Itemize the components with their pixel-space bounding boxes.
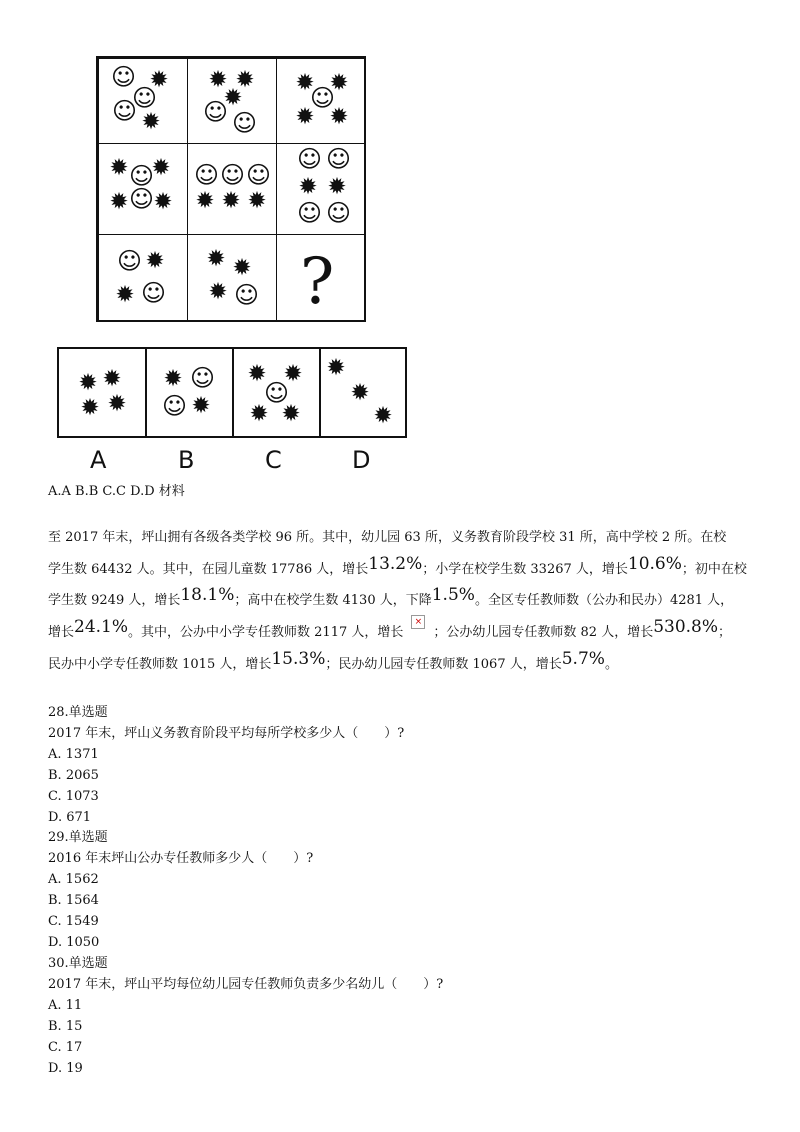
- grid-cell-7: [98, 234, 188, 322]
- smile-icon: ☺: [162, 392, 188, 420]
- answer-line: A.A B.B C.C D.D 材料: [48, 484, 185, 499]
- question-29-option-b[interactable]: B. 1564: [48, 893, 99, 908]
- smile-icon: ☺: [297, 145, 323, 173]
- smile-icon: ☺: [203, 98, 229, 126]
- sun-icon: ✹: [249, 401, 269, 427]
- sun-icon: ✹: [295, 70, 315, 96]
- material-line-2: 学生数 64432 人。其中，在园儿童数 17786 人，增长13.2%；小学在校学生数 33267 人，增长10.6%；初中在校: [48, 554, 747, 577]
- sun-icon: ✹: [247, 361, 267, 387]
- sun-icon: ✹: [221, 188, 241, 214]
- sun-icon: ✹: [163, 366, 183, 392]
- sun-icon: ✹: [329, 70, 349, 96]
- question-30-number: 30.单选题: [48, 956, 108, 971]
- sun-icon: ✹: [208, 67, 228, 93]
- option-label-c: C: [265, 446, 282, 474]
- sun-icon: ✹: [327, 174, 347, 200]
- smile-icon: ☺: [190, 364, 216, 392]
- question-30-option-a[interactable]: A. 11: [48, 998, 83, 1013]
- question-28-option-d[interactable]: D. 671: [48, 810, 92, 825]
- sun-icon: ✹: [195, 188, 215, 214]
- question-29-option-a[interactable]: A. 1562: [48, 872, 99, 887]
- sun-icon: ✹: [145, 248, 165, 274]
- smile-icon: ☺: [117, 247, 143, 275]
- question-28-number: 28.单选题: [48, 705, 108, 720]
- sun-icon: ✹: [206, 246, 226, 272]
- sun-icon: ✹: [191, 393, 211, 419]
- question-28-option-b[interactable]: B. 2065: [48, 768, 99, 783]
- smile-icon: ☺: [232, 109, 258, 137]
- smile-icon: ☺: [220, 161, 246, 189]
- sun-icon: ✹: [329, 104, 349, 130]
- material-line-3: 学生数 9249 人，增长18.1%；高中在校学生数 4130 人，下降1.5%。全区专任教师数（公办和民办）4281 人，: [48, 585, 734, 608]
- sun-icon: ✹: [235, 67, 255, 93]
- sun-icon: ✹: [281, 401, 301, 427]
- material-line-1: 至 2017 年末，坪山拥有各级各类学校 96 所。其中，幼儿园 63 所，义务教育阶段学校 31 所，高中学校 2 所。在校: [48, 530, 727, 545]
- sun-icon: ✹: [115, 282, 135, 308]
- smile-icon: ☺: [246, 161, 272, 189]
- question-29-option-d[interactable]: D. 1050: [48, 935, 100, 950]
- question-29-stem: 2016 年末坪山公办专任教师多少人（ ）?: [48, 851, 314, 866]
- option-label-a: A: [90, 446, 107, 474]
- sun-icon: ✹: [326, 355, 346, 381]
- sun-icon: ✹: [373, 403, 393, 429]
- smile-icon: ☺: [129, 162, 155, 190]
- sun-icon: ✹: [283, 361, 303, 387]
- question-28-option-a[interactable]: A. 1371: [48, 747, 99, 762]
- sun-icon: ✹: [350, 380, 370, 406]
- sun-icon: ✹: [232, 255, 252, 281]
- sun-icon: ✹: [247, 188, 267, 214]
- sun-icon: ✹: [295, 104, 315, 130]
- question-30-stem: 2017 年末，坪山平均每位幼儿园专任教师负责多少名幼儿（ ）?: [48, 977, 444, 992]
- smile-icon: ☺: [297, 199, 323, 227]
- option-label-b: B: [178, 446, 195, 474]
- sun-icon: ✹: [80, 395, 100, 421]
- broken-image-icon: ×: [411, 615, 425, 629]
- question-29-number: 29.单选题: [48, 830, 108, 845]
- smile-icon: ☺: [194, 161, 220, 189]
- smile-icon: ☺: [129, 185, 155, 213]
- question-mark: ?: [300, 245, 335, 319]
- smile-icon: ☺: [112, 97, 138, 125]
- sun-icon: ✹: [102, 366, 122, 392]
- smile-icon: ☺: [234, 281, 260, 309]
- sun-icon: ✹: [298, 174, 318, 200]
- sun-icon: ✹: [151, 155, 171, 181]
- smile-icon: ☺: [264, 379, 290, 407]
- smile-icon: ☺: [310, 84, 336, 112]
- material-line-4: 增长24.1%。其中，公办中小学专任教师数 2117 人，增长×；公办幼儿园专任教师数 82 人，增长530.8%；: [48, 617, 732, 640]
- sun-icon: ✹: [109, 189, 129, 215]
- sun-icon: ✹: [153, 189, 173, 215]
- sun-icon: ✹: [78, 370, 98, 396]
- smile-icon: ☺: [111, 63, 137, 91]
- smile-icon: ☺: [132, 84, 158, 112]
- question-30-option-c[interactable]: C. 17: [48, 1040, 83, 1055]
- smile-icon: ☺: [326, 145, 352, 173]
- sun-icon: ✹: [141, 109, 161, 135]
- question-28-stem: 2017 年末，坪山义务教育阶段平均每所学校多少人（ ）?: [48, 726, 405, 741]
- sun-icon: ✹: [109, 155, 129, 181]
- question-28-option-c[interactable]: C. 1073: [48, 789, 99, 804]
- sun-icon: ✹: [107, 391, 127, 417]
- material-line-5: 民办中小学专任教师数 1015 人，增长15.3%；民办幼儿园专任教师数 1067 人，增长5.7%。: [48, 649, 618, 672]
- question-30-option-d[interactable]: D. 19: [48, 1061, 83, 1076]
- question-30-option-b[interactable]: B. 15: [48, 1019, 83, 1034]
- sun-icon: ✹: [149, 67, 169, 93]
- sun-icon: ✹: [223, 85, 243, 111]
- question-29-option-c[interactable]: C. 1549: [48, 914, 99, 929]
- smile-icon: ☺: [141, 279, 167, 307]
- smile-icon: ☺: [326, 199, 352, 227]
- sun-icon: ✹: [208, 279, 228, 305]
- option-label-d: D: [352, 446, 371, 474]
